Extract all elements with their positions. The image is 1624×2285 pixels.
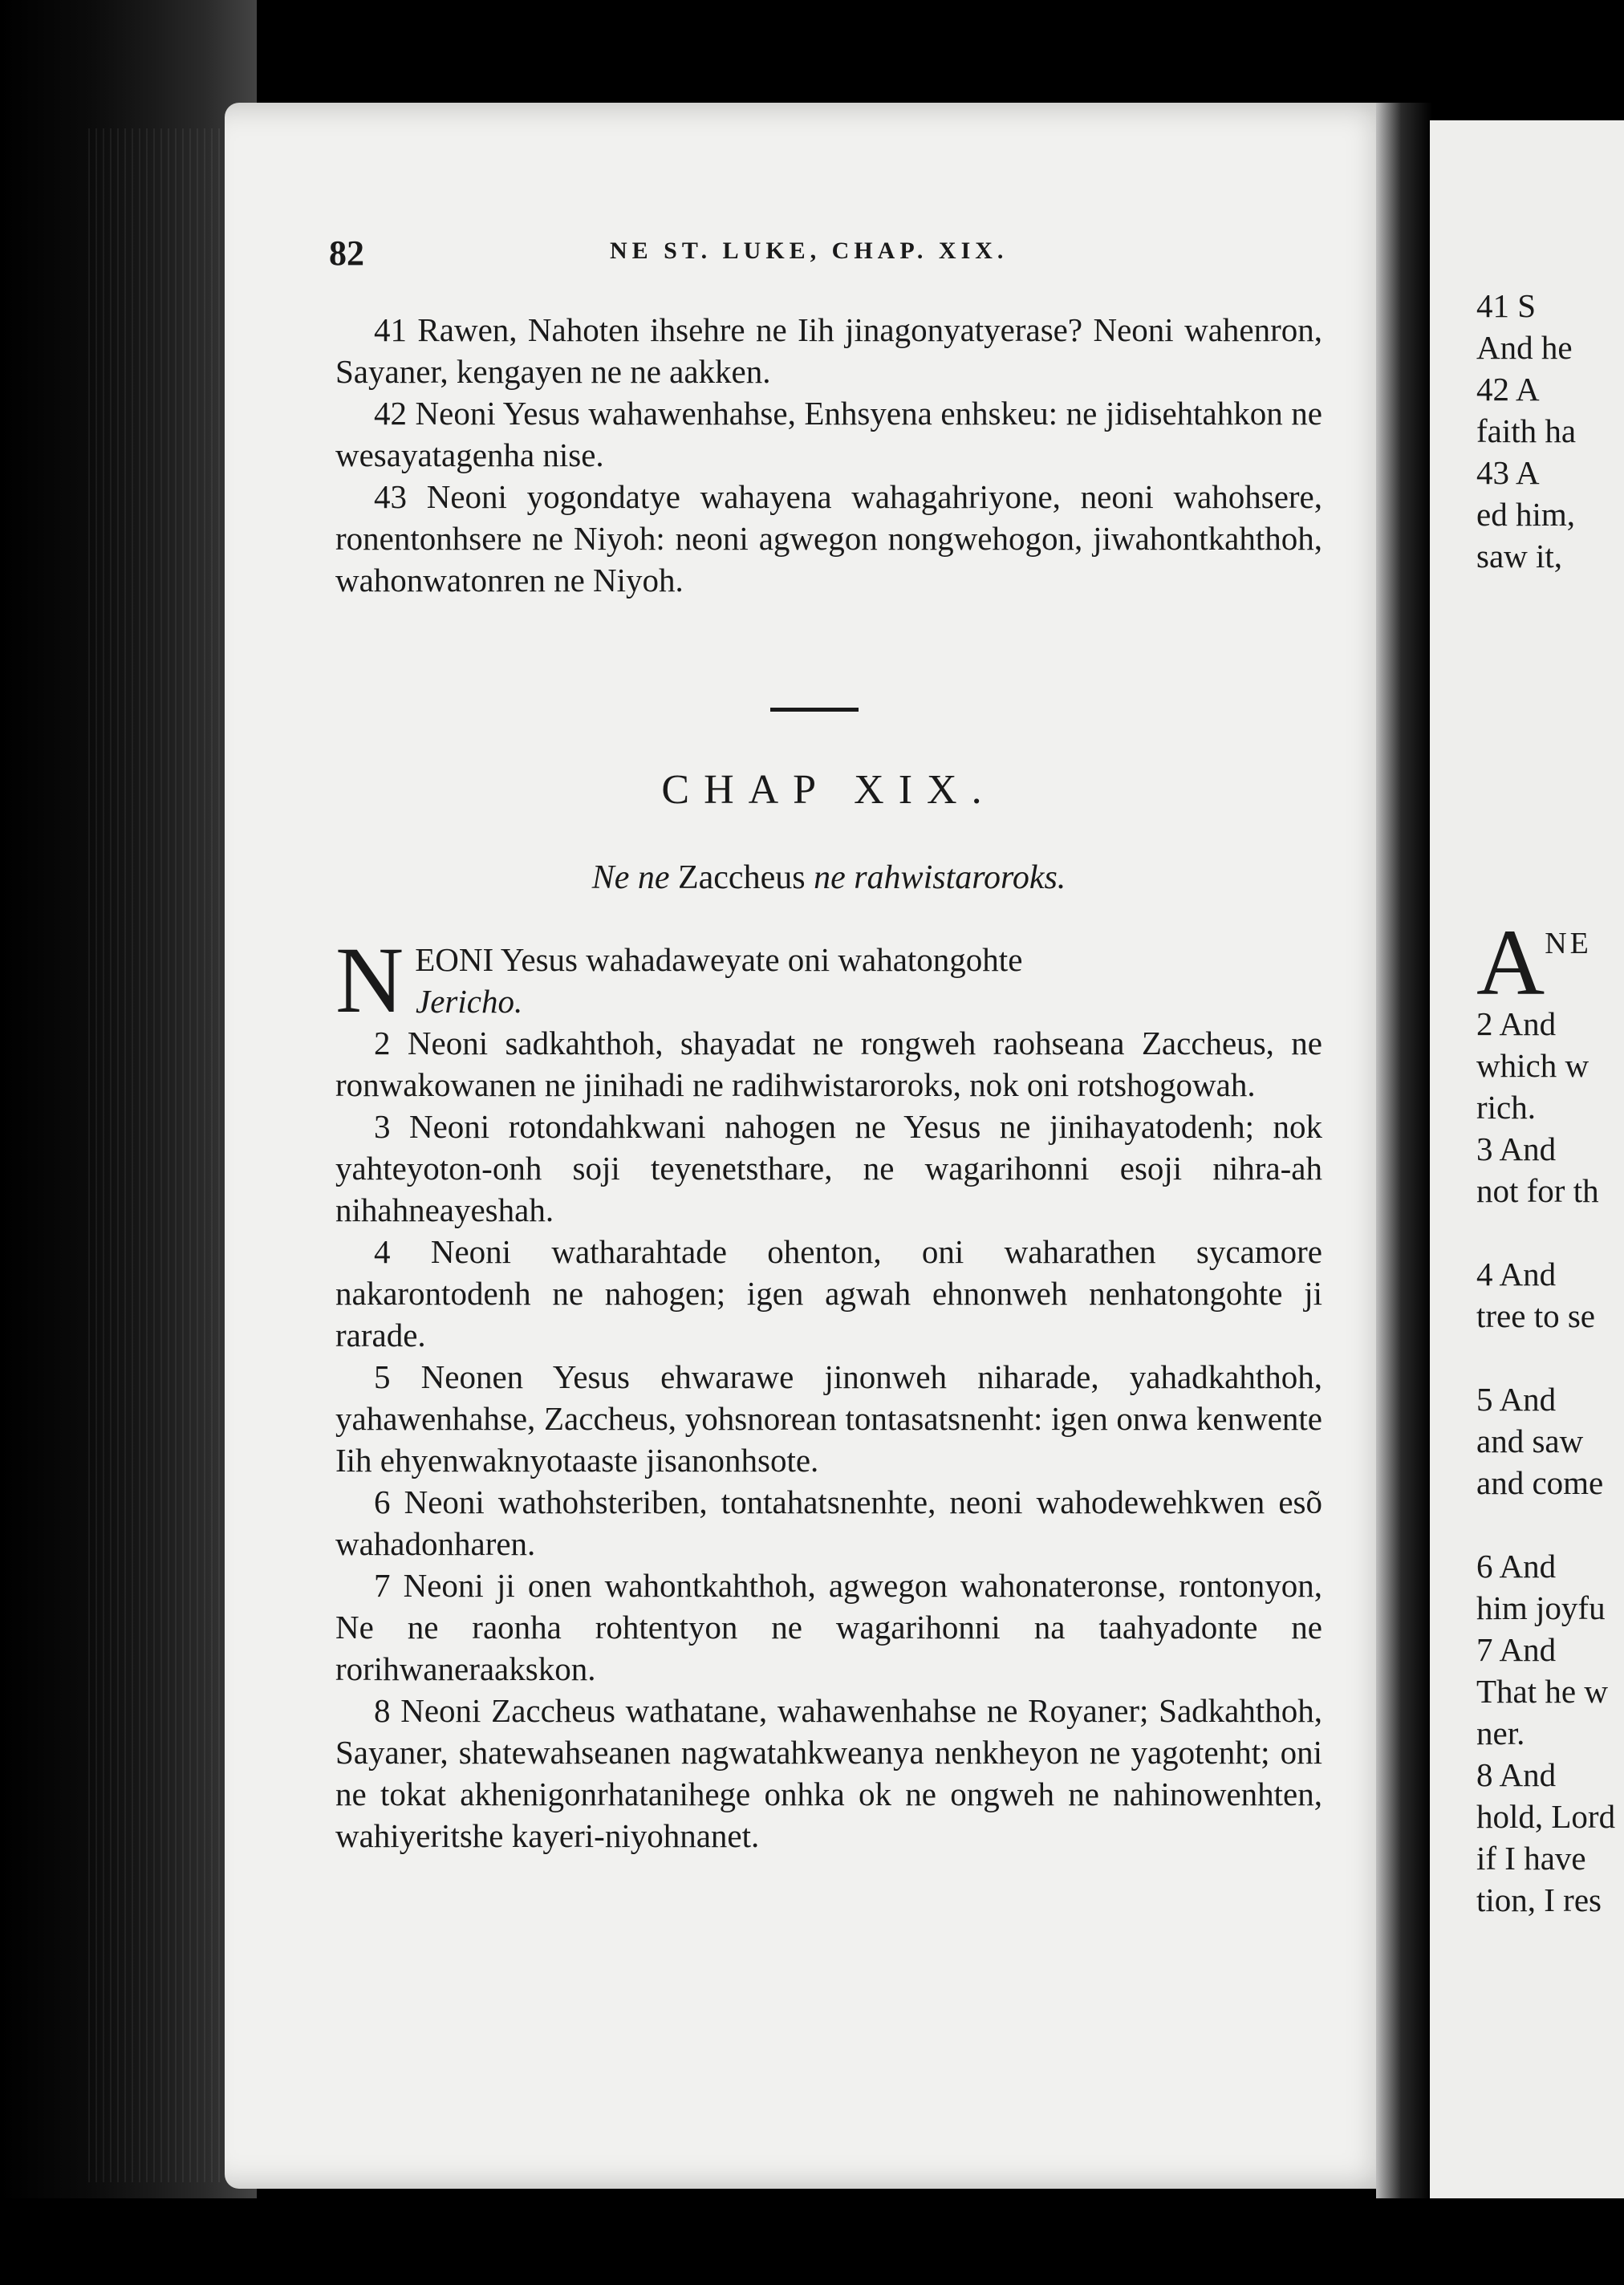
verse-number: 2 — [374, 1025, 391, 1061]
verse-number: 4 — [374, 1233, 391, 1270]
verse-number: 8 — [374, 1692, 391, 1729]
right-line: 7 And — [1476, 1631, 1557, 1668]
bottom-shadow — [0, 2198, 1624, 2285]
verse-text: Neoni watharahtade ohenton, oni waharathen sycamore nakarontodenh ne nahogen; igen agwah ehnonweh nenhatongohte ji rarade. — [335, 1233, 1323, 1354]
verse-text: Neoni rotondahkwani nahogen ne Yesus ne jinihayatodenh; nok yahteyoton-onh soji teyenetsthare, ne wagarihonni esoji nihra-ah nihahneayeshah. — [335, 1108, 1323, 1228]
right-drop-cap: A — [1476, 923, 1545, 1015]
verse-text: Neoni yogondatye wahayena wahagahriyone, neoni wahohsere, ronentonhsere ne Niyoh: neoni agwegon nongwehogon, jiwahontkahthoh, wahonwatonren ne Niyoh. — [335, 478, 1323, 599]
right-line: 3 And — [1476, 1130, 1557, 1167]
subtitle-post: ne rahwistaroroks. — [814, 859, 1066, 896]
verse-number: 6 — [374, 1483, 391, 1520]
verse-43 — [335, 476, 1322, 601]
verse-number: 41 — [374, 311, 407, 348]
right-line: and come — [1476, 1464, 1604, 1501]
chapter-heading: CHAP XIX. — [661, 767, 997, 813]
verse-4 — [335, 1231, 1322, 1356]
right-line: if I have — [1476, 1840, 1586, 1877]
continued-verses — [335, 309, 1322, 601]
right-line: hold, Lord — [1476, 1798, 1616, 1835]
verse-place: Jericho. — [416, 983, 523, 1020]
verse-5 — [335, 1356, 1322, 1481]
right-line — [1476, 1337, 1624, 1378]
right-line: 5 And — [1476, 1381, 1557, 1418]
right-line: not for th — [1476, 1172, 1599, 1209]
running-head-title: NE ST. LUKE, CHAP. XIX. — [610, 237, 1009, 264]
subtitle-pre: Ne ne — [591, 859, 670, 896]
verse-number: 5 — [374, 1358, 391, 1395]
right-line: ner. — [1476, 1715, 1525, 1751]
book-gutter — [1376, 103, 1432, 2205]
right-drop-cap-rest: NE — [1545, 927, 1592, 960]
section-divider-rule — [770, 708, 859, 712]
verse-text: Neoni sadkahthoh, shayadat ne rongweh raohseana Zaccheus, ne ronwakowanen ne jinihadi ne radihwistaroroks, nok oni rotshogowah. — [335, 1025, 1322, 1103]
verse-3 — [335, 1106, 1322, 1231]
right-line: rich. — [1476, 1089, 1536, 1126]
verse-41 — [335, 309, 1322, 392]
right-line: which w — [1476, 1047, 1589, 1084]
verse-2 — [335, 1022, 1322, 1106]
right-line: 6 And — [1476, 1548, 1557, 1585]
right-line: 2 And — [1476, 1005, 1557, 1042]
right-line: tion, I res — [1476, 1881, 1602, 1918]
running-head — [329, 233, 1372, 281]
right-line: 41 S — [1476, 287, 1537, 324]
verse-text: Neoni wathohsteriben, tontahatsnenhte, neoni wahodewehkwen esõ wahadonharen. — [335, 1483, 1322, 1562]
drop-cap: N — [335, 927, 404, 1033]
right-line: That he w — [1476, 1673, 1608, 1710]
right-line — [1476, 1211, 1624, 1253]
right-line: 42 A — [1476, 371, 1540, 408]
book-spine-edge — [0, 0, 257, 2285]
chapter-subtitle — [335, 858, 1322, 897]
verse-42 — [335, 392, 1322, 476]
verse-text: Neoni ji onen wahontkahthoh, agwegon wahonateronse, rontonyon, Ne ne raonha rohtentyon ne wagarihonni na taahyadonte ne rorihwaneraakskon. — [335, 1567, 1322, 1687]
verse-number: 7 — [374, 1567, 391, 1604]
verse-7 — [335, 1565, 1322, 1690]
verse-number: 43 — [374, 478, 407, 515]
verse-8 — [335, 1690, 1322, 1857]
right-line: tree to se — [1476, 1297, 1595, 1334]
right-line: ed him, — [1476, 496, 1575, 533]
verse-number: 42 — [374, 395, 407, 432]
verse-6 — [335, 1481, 1322, 1565]
right-line: 4 And — [1476, 1256, 1557, 1293]
verse-text: EONI Yesus wahadaweyate oni wahatongohte — [415, 941, 1023, 978]
verse-1 — [335, 927, 1322, 1033]
right-line: him joyfu — [1476, 1589, 1606, 1626]
verse-text: Rawen, Nahoten ihsehre ne Iih jinagonyatyerase? Neoni wahenron, Sayaner, kengayen ne ne aakken. — [335, 311, 1323, 390]
right-line: and saw — [1476, 1423, 1584, 1459]
right-dropcap-line — [1476, 923, 1624, 1015]
right-line — [1476, 1504, 1624, 1545]
right-line: And he — [1476, 329, 1573, 366]
right-line: 8 And — [1476, 1756, 1557, 1793]
verse-text: Neoni Zaccheus wathatane, wahawenhahse ne Royaner; Sadkahthoh, Sayaner, shatewahseanen nagwatahkweanya nenkheyon ne yagotenht; oni ne tokat akhenigonrhatanihege onhka ok ne ongweh ne nahinowenhten, wahiyeritshe kayeri-niyohnanet. — [335, 1692, 1323, 1854]
verse-text: Neonen Yesus ehwarawe jinonweh niharade, yahadkahthoh, yahawenhahse, Zaccheus, yohsnorean tontasatsnenht: igen onwa kenwente Iih ehyenwaknyotaaste jisanonhsote. — [335, 1358, 1322, 1479]
verse-text: Neoni Yesus wahawenhahse, Enhsyena enhskeu: ne jidisehtahkon ne wesayatagenha nise. — [335, 395, 1322, 473]
right-line: saw it, — [1476, 538, 1563, 574]
subtitle-name: Zaccheus — [677, 859, 806, 896]
right-page-chapter-fragment — [1476, 923, 1624, 1921]
chapter-body — [335, 927, 1323, 1857]
page-edges — [88, 128, 225, 2182]
right-line: faith ha — [1476, 412, 1577, 449]
page-number: 82 — [329, 233, 364, 273]
right-line: 43 A — [1476, 454, 1540, 491]
verse-number: 3 — [374, 1108, 391, 1145]
right-page-top-fragment — [1476, 285, 1624, 577]
